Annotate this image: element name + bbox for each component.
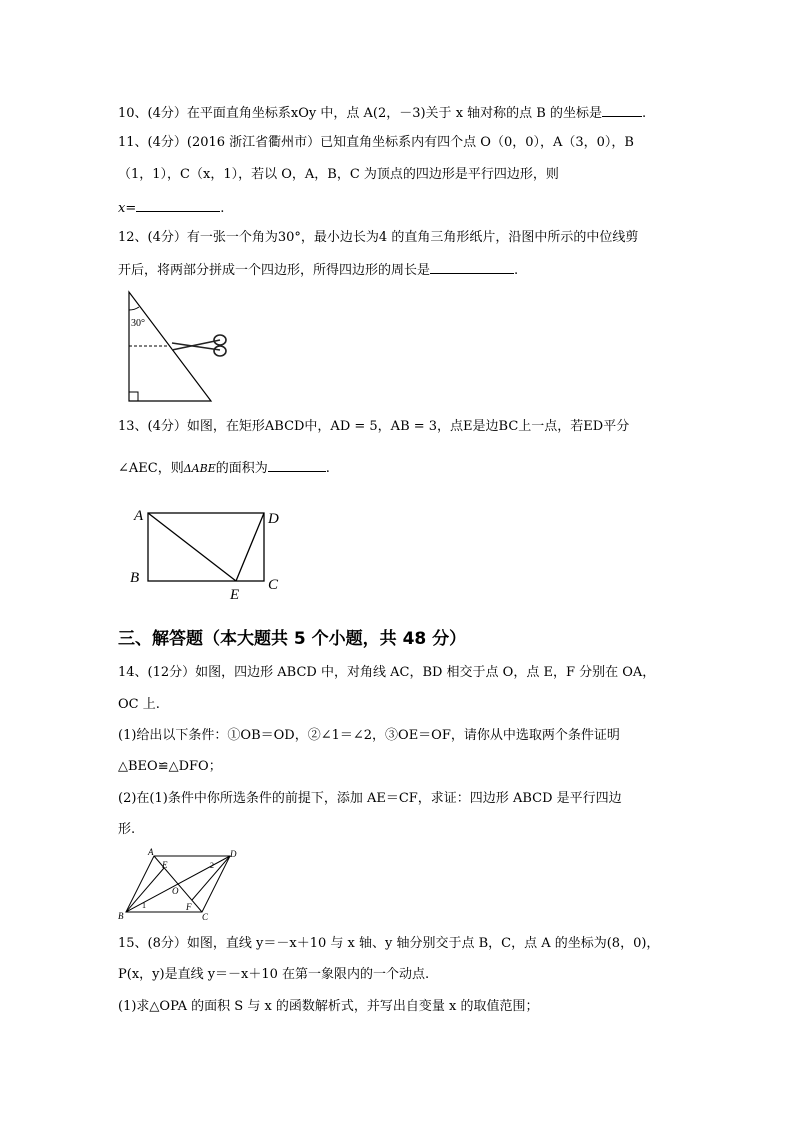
question-12-line1: 12、(4分）有一张一个角为30°，最小边长为4 的直角三角形纸片，沿图中所示的中位线剪 — [118, 230, 639, 245]
q10-answer-blank[interactable] — [602, 103, 642, 117]
segment-ed — [236, 513, 264, 581]
section-heading: 三、解答题（本大题共 5 个小题，共 48 分） — [118, 629, 467, 649]
scissors-icon — [172, 335, 226, 356]
question-15-line3: (1)求△OPA 的面积 S 与 x 的函数解析式，并写出自变量 x 的取值范围； — [118, 999, 539, 1014]
label-a: A — [134, 508, 144, 524]
q14-parallelogram-figure — [118, 848, 242, 922]
question-15-line2: P(x，y)是直线 y＝－x＋10 在第一象限内的一个动点. — [118, 967, 430, 982]
q13-end: . — [325, 461, 330, 476]
question-14-line2: OC 上. — [118, 697, 160, 712]
label-angle-2: 2 — [210, 861, 214, 870]
question-12-line2 — [118, 260, 518, 280]
angle-arc — [129, 307, 139, 310]
right-angle-mark — [129, 392, 138, 401]
question-11-line2: （1，1），C（x，1），若以 O，A，B，C 为顶点的四边形是平行四边形，则 — [118, 167, 559, 182]
label-e: E — [162, 860, 168, 870]
q12-triangle-figure — [120, 288, 230, 406]
q10-end: . — [641, 106, 647, 121]
question-14-line3: (1)给出以下条件：①OB＝OD，②∠1＝∠2，③OE＝OF，请你从中选取两个条件证明 — [118, 728, 620, 743]
q13-triangle-abe: ΔABE — [183, 462, 216, 475]
question-10 — [118, 103, 646, 123]
q12-line2-text: 开后，将两部分拼成一个四边形，所得四边形的周长是 — [118, 263, 431, 278]
q11-end: . — [220, 201, 225, 216]
segment-ae — [148, 513, 236, 581]
question-13-line1: 13、(4分）如图，在矩形ABCD中，AD = 5，AB = 3，点E是边BC上一点，若ED平分 — [118, 419, 630, 434]
q11-answer-blank[interactable] — [136, 198, 220, 212]
label-e: E — [230, 587, 240, 603]
label-o: O — [172, 886, 179, 896]
question-14-line6: 形. — [118, 822, 136, 837]
label-a: A — [148, 847, 154, 857]
q11-x-prefix: x= — [118, 201, 137, 216]
question-11-line1: 11、(4分）(2016 浙江省衢州市）已知直角坐标系内有四个点 O（0，0），A（3，0），B — [118, 135, 634, 150]
label-d: D — [268, 511, 279, 527]
label-c: C — [268, 577, 279, 593]
label-b: B — [130, 570, 140, 586]
question-14-line1: 14、(12分）如图，四边形 ABCD 中，对角线 AC，BD 相交于点 O，点 E，F 分别在 OA， — [118, 665, 656, 680]
label-b: B — [118, 911, 124, 921]
q13-area-text: 的面积为 — [215, 461, 268, 476]
question-14-line5: (2)在(1)条件中你所选条件的前提下，添加 AE＝CF，求证：四边形 ABCD 是平行四边 — [118, 791, 622, 806]
label-d: D — [230, 849, 237, 859]
label-angle-1: 1 — [142, 901, 146, 910]
question-14-line4: △BEO≌△DFO； — [118, 759, 222, 774]
angle-label-30: 30° — [131, 318, 145, 329]
q12-answer-blank[interactable] — [430, 260, 514, 274]
q13-answer-blank[interactable] — [268, 458, 326, 472]
label-f: F — [186, 902, 192, 912]
rectangle-abcd — [148, 513, 264, 581]
q13-rectangle-figure — [126, 504, 286, 604]
question-11-line3 — [118, 198, 224, 218]
question-13-line2 — [118, 458, 330, 478]
label-c: C — [202, 912, 209, 922]
q10-text: 10、(4分）在平面直角坐标系xOy 中，点 A(2，－3)关于 x 轴对称的点 B 的坐标是 — [118, 106, 602, 121]
q12-end: . — [514, 263, 519, 278]
q13-angle: ∠AEC，则 — [118, 461, 184, 476]
question-15-line1: 15、(8分）如图，直线 y＝－x＋10 与 x 轴、y 轴分别交于点 B，C，点 A 的坐标为(8，0)， — [118, 936, 660, 951]
